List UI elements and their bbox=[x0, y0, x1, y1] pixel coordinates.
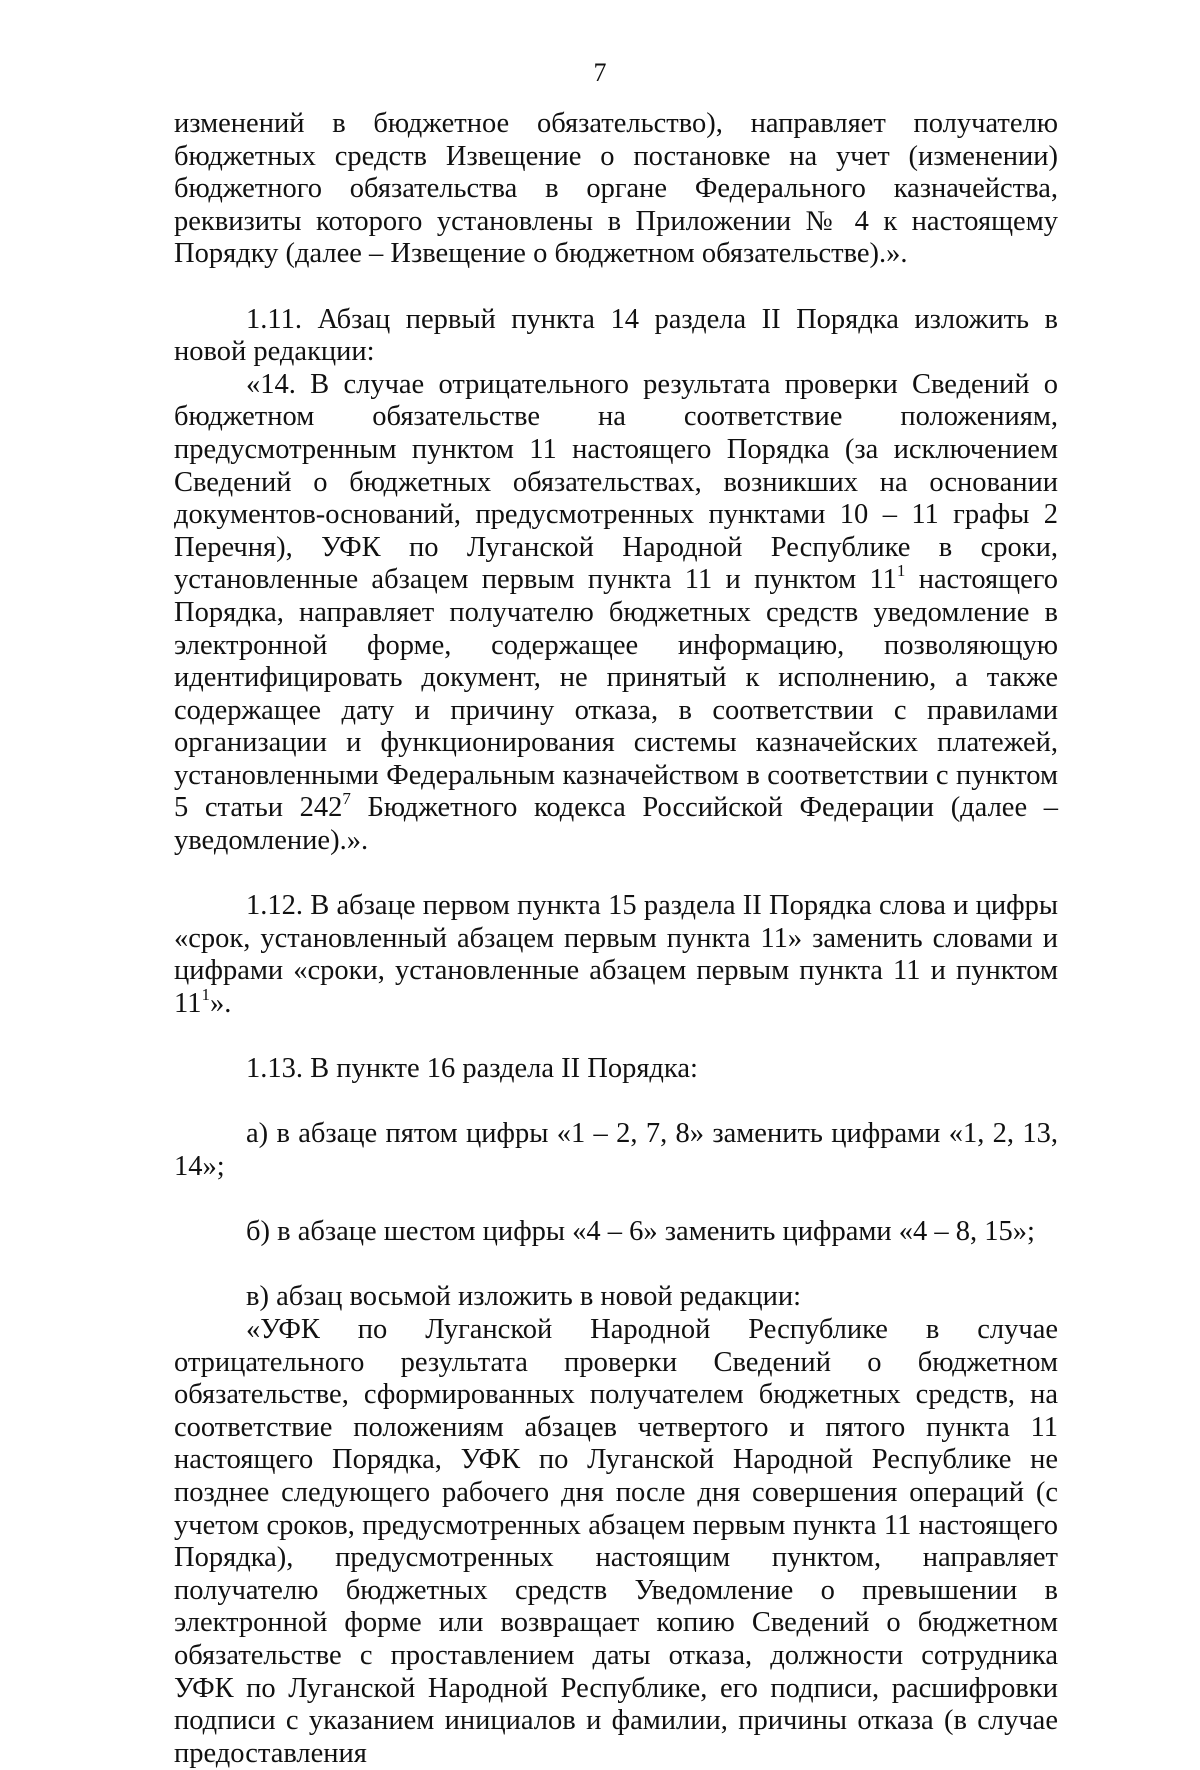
superscript-1: 1 bbox=[896, 561, 906, 581]
paragraph-item-b: б) в абзаце шестом цифры «4 – 6» заменить цифрами «4 – 8, 15»; bbox=[246, 1216, 1035, 1248]
paragraph-quoted-14 bbox=[174, 369, 1058, 858]
paragraph-1-12-part-2: ». bbox=[209, 988, 232, 1020]
paragraph-1-11: 1.11. Абзац первый пункта 14 раздела II Порядка изложить в новой редакции: bbox=[174, 303, 1058, 368]
paragraph-quoted-14-part-3: Бюджетного кодекса Российской Федерации (далее – уведомление).». bbox=[174, 792, 1058, 857]
paragraph-item-a: а) в абзаце пятом цифры «1 – 2, 7, 8» заменить цифрами «1, 2, 13, 14»; bbox=[174, 1118, 1058, 1182]
page-number: 7 bbox=[593, 58, 607, 87]
superscript-7: 7 bbox=[342, 789, 351, 809]
paragraph-1-12 bbox=[174, 890, 1058, 1020]
paragraph-1-12-part-1: 1.12. В абзаце первом пункта 15 раздела II Порядка слова и цифры «срок, установленный абзацем первым пункта 11» заменить словами и цифрами «сроки, установленные абзацем первым пункта 11 и пунктом 11 bbox=[174, 890, 1058, 1020]
paragraph-1-13: 1.13. В пункте 16 раздела II Порядка: bbox=[246, 1053, 698, 1085]
paragraph-continuation: изменений в бюджетное обязательство), направляет получателю бюджетных средств Извещение о постановке на учет (изменении) бюджетного обязательства в органе Федерального казначейства, реквизиты которого установлены в Приложении № 4 к настоящему Порядку (далее – Извещение о бюджетном обязательстве).». bbox=[174, 108, 1058, 270]
paragraph-quoted-ufk: «УФК по Луганской Народной Республике в случае отрицательного результата проверки Сведений о бюджетном обязательстве, сформированных получателем бюджетных средств, на соответствие положениям абзацев четвертого и пятого пункта 11 настоящего Порядка, УФК по Луганской Народной Республике не позднее следующего рабочего дня после дня совершения операций (с учетом сроков, предусмотренных абзацем первым пункта 11 настоящего Порядка), предусмотренных настоящим пунктом, направляет получателю бюджетных средств Уведомление о превышении в электронной форме или возвращает копию Сведений о бюджетном обязательстве с проставлением даты отказа, должности сотрудника УФК по Луганской Народной Республике, его подписи, расшифровки подписи с указанием инициалов и фамилии, причины отказа (в случае предоставления bbox=[174, 1313, 1058, 1769]
paragraph-quoted-14-part-2: настоящего Порядка, направляет получателю бюджетных средств уведомление в электронной форме, содержащее информацию, позволяющую идентифицировать документ, не принятый к исполнению, а также содержащее дату и причину отказа, в соответствии с правилами организации и функционирования системы казначейских платежей, установленными Федеральным казначейством в соответствии с пунктом 5 статьи 242 bbox=[174, 564, 1058, 824]
paragraph-item-v: в) абзац восьмой изложить в новой редакции: bbox=[246, 1281, 801, 1313]
superscript-1-b: 1 bbox=[201, 985, 210, 1005]
paragraph-quoted-14-part-1: «14. В случае отрицательного результата проверки Сведений о бюджетном обязательстве на соответствие положениям, предусмотренным пунктом 11 настоящего Порядка (за исключением Сведений о бюджетных обязательствах, возникших на основании документов-оснований, предусмотренных пунктами 10 – 11 графы 2 Перечня), УФК по Луганской Народной Республике в сроки, установленные абзацем первым пункта 11 и пунктом 11 bbox=[174, 368, 1058, 596]
document-body bbox=[174, 108, 1058, 1770]
